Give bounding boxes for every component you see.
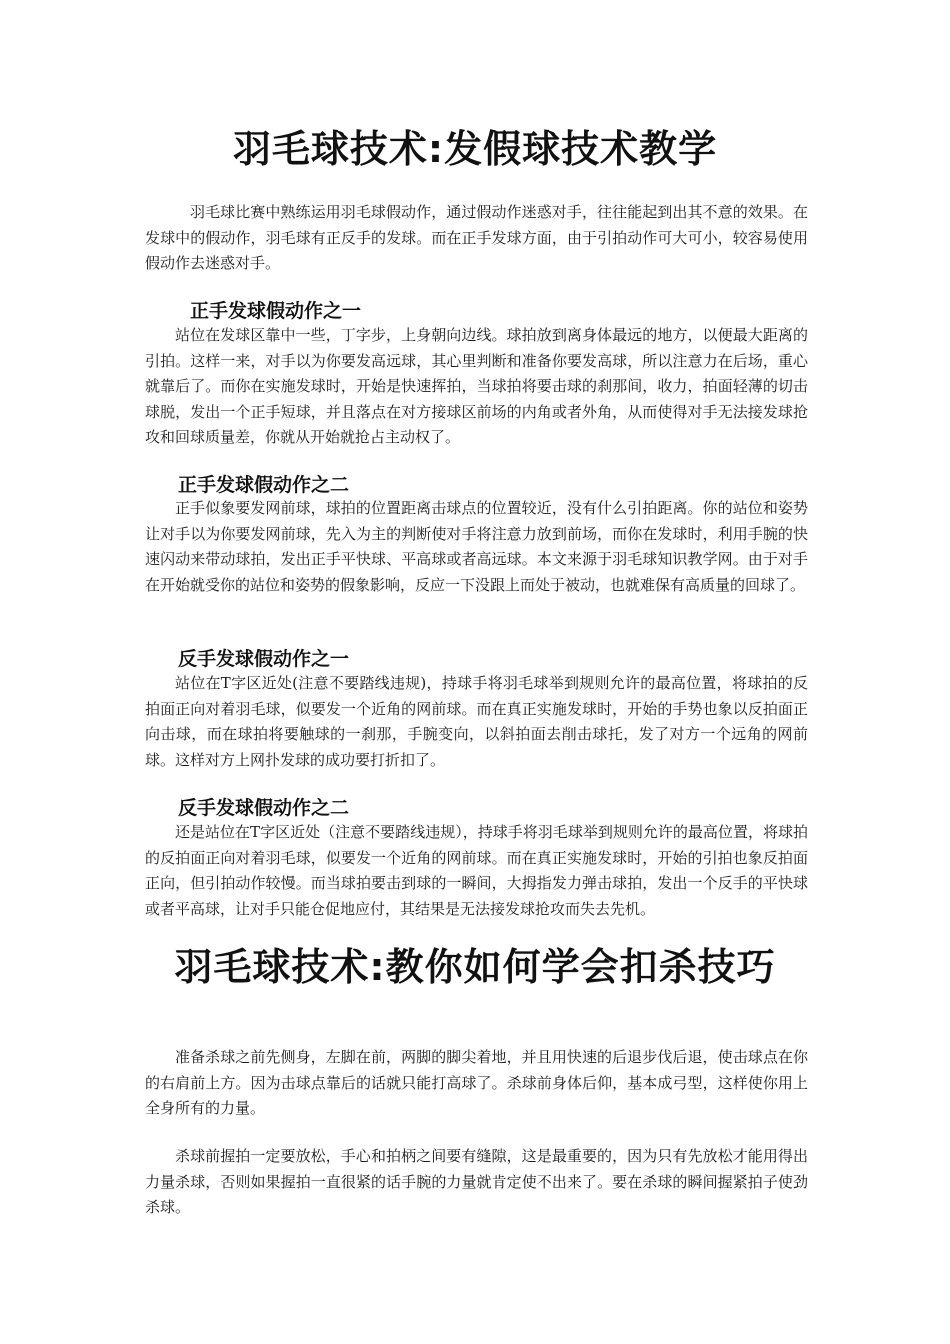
paragraph-forehand-fake-1: 站位在发球区靠中一些，丁字步，上身朝向边线。球拍放到离身体最远的地方，以便最大距离的引拍。这样一来，对手以为你要发高远球，其心里判断和准备你要发高球，所以注意力在后场，重心就靠后了。而你在实施发球时，开始是快速挥拍，当球拍将要击球的刹那间，收力，拍面轻薄的切击球脱，发出一个正手短球，并且落点在对方接球区前场的内角或者外角，从而使得对手无法接发球抢攻和回球质量差，你就从开始就抢占主动权了。	[145, 326, 808, 446]
paragraph-backhand-fake-2: 还是站位在T字区近处（注意不要踏线违规），持球手将羽毛球举到规则允许的最高位置，将球拍的反拍面正向对着羽毛球，似要发一个近角的网前球。而在真正实施发球时，开始的引拍也象反拍面正向，但引拍动作较慢。而当球拍要击到球的一瞬间，大拇指发力弹击球拍，发出一个反手的平快球或者平高球，让对手只能仓促地应付，其结果是无法接发球抢攻而失去先机。	[145, 823, 808, 918]
paragraph-smash-grip: 杀球前握拍一定要放松，手心和拍柄之间要有缝隙，这是最重要的，因为只有先放松才能用得出力量杀球，否则如果握拍一直很紧的话手腕的力量就肯定使不出来了。要在杀球的瞬间握紧拍子使劲杀球。	[145, 1147, 808, 1216]
paragraph-backhand-fake-1: 站位在T字区近处(注意不要踏线违规)，持球手将羽毛球举到规则允许的最高位置，将球拍的反拍面正向对着羽毛球，似要发一个近角的网前球。而在真正实施发球时，开始的手势也象以反拍面正向击球，而在球拍将要触球的一刹那，手腕变向，以斜拍面去削击球托，发了对方一个远角的网前球。这样对方上网扑发球的成功要打折扣了。	[145, 674, 808, 769]
article-title-smash: 羽毛球技术:教你如何学会扣杀技巧	[174, 945, 776, 989]
subheading-backhand-fake-2: 反手发球假动作之二	[178, 797, 350, 819]
paragraph-smash-preparation: 准备杀球之前先侧身，左脚在前，两脚的脚尖着地，并且用快速的后退步伐后退，使击球点在你的右肩前上方。因为击球点靠后的话就只能打高球了。杀球前身体后仰，基本成弓型，这样使你用上全身所有的力量。	[145, 1048, 808, 1117]
subheading-backhand-fake-1: 反手发球假动作之一	[178, 648, 350, 670]
subheading-forehand-fake-1: 正手发球假动作之一	[190, 300, 362, 322]
subheading-forehand-fake-2: 正手发球假动作之二	[178, 474, 350, 496]
intro-paragraph: 羽毛球比赛中熟练运用羽毛球假动作，通过假动作迷惑对手，往往能起到出其不意的效果。在发球中的假动作，羽毛球有正反手的发球。而在正手发球方面，由于引拍动作可大可小，较容易使用假动作去迷惑对手。	[145, 203, 808, 272]
article-title-serve-fake: 羽毛球技术:发假球技术教学	[232, 127, 718, 171]
paragraph-forehand-fake-2: 正手似象要发网前球，球拍的位置距离击球点的位置较近，没有什么引拍距离。你的站位和姿势让对手以为你要发网前球，先入为主的判断使对手将注意力放到前场，而你在发球时，利用手腕的快速闪动来带动球拍，发出正手平快球、平高球或者高远球。本文来源于羽毛球知识教学网。由于对手在开始就受你的站位和姿势的假象影响，反应一下没跟上而处于被动，也就难保有高质量的回球了。	[145, 499, 808, 594]
